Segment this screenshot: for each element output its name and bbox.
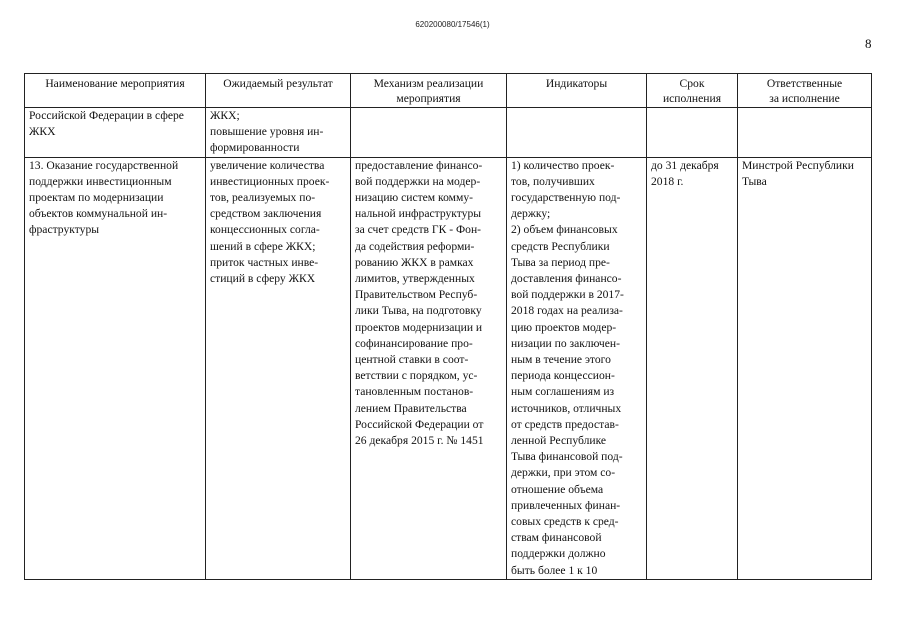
header-expected-result: Ожидаемый результат [206,74,351,108]
header-responsible: Ответственные за исполнение [738,74,872,108]
cell-deadline [647,108,738,158]
cell-mechanism [351,108,507,158]
header-indicators: Индикаторы [507,74,647,108]
cell-deadline: до 31 декабря 2018 г. [647,157,738,579]
cell-responsible [738,108,872,158]
cell-mechanism: предоставление финансо- вой поддержки на модер- низацию систем комму- нальной инфраструктуры за счет средств ГК - Фон- да содействия реформи- рованию ЖКХ в рамках лимитов, утвержденных Правительством Респуб- лики Тыва, на подготовку проектов модернизации и софинансирование про- центной ставки в соот- ветствии с порядком, ус- тановленным постанов- лением Правительства Российской Федерации от 26 декабря 2015 г. № 1451 [351,157,507,579]
header-activity-name: Наименование мероприятия [25,74,206,108]
table-header-row [25,74,872,108]
cell-indicators [507,108,647,158]
cell-indicators: 1) количество проек- тов, получивших государственную под- держку; 2) объем финансовых средств Республики Тыва за период пре- доставления финансо- вой поддержки в 2017- 2018 годах на реализа- цию проектов модер- низации по заключен- ным в течение этого периода концессион- ным соглашениям из источников, отличных от средств предостав- ленной Республике Тыва финансовой под- держки, при этом со- отношение объема привлеченных финан- совых средств к сред- ствам финансовой поддержки должно быть более 1 к 10 [507,157,647,579]
cell-activity-name: 13. Оказание государственной поддержки инвестиционным проектам по модернизации объектов коммунальной ин- фраструктуры [25,157,206,579]
table-row [25,108,872,158]
table-row [25,157,872,579]
cell-expected-result: увеличение количества инвестиционных проек- тов, реализуемых по- средством заключения концессионных согла- шений в сфере ЖКХ; приток частных инве- стиций в сферу ЖКХ [206,157,351,579]
cell-responsible: Минстрой Республики Тыва [738,157,872,579]
cell-expected-result: ЖКХ; повышение уровня ин- формированности [206,108,351,158]
cell-activity-name: Российской Федерации в сфере ЖКХ [25,108,206,158]
page-number: 8 [865,36,872,51]
header-deadline: Срок исполнения [647,74,738,108]
activities-table [24,73,872,580]
header-mechanism: Механизм реализации мероприятия [351,74,507,108]
document-id: 620200080/17546(1) [415,20,490,29]
